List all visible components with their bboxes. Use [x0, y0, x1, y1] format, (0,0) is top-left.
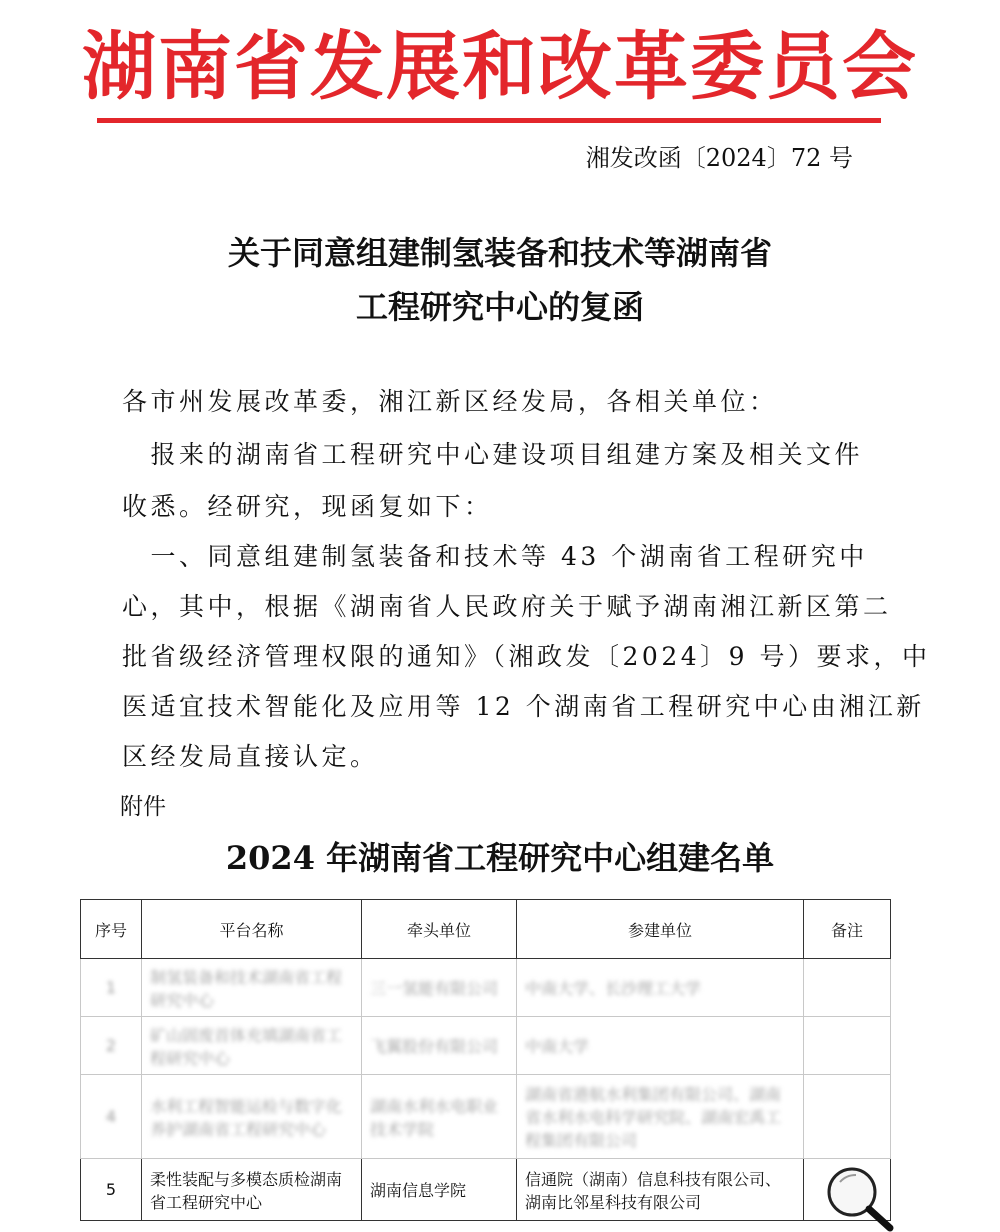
row-platform: 柔性装配与多模态质检湖南省工程研究中心: [142, 1159, 362, 1221]
header-platform: 平台名称: [142, 900, 362, 959]
document-number: 湘发改函〔2024〕72 号: [585, 144, 853, 172]
body-line: 区经发局直接认定。: [122, 742, 379, 771]
row-partners: 湖南省港航水利集团有限公司、湖南省水利水电科学研究院、湖南宏禹工程集团有限公司: [525, 1085, 782, 1150]
attachment-label: 附件: [120, 794, 166, 820]
table-row: [81, 1075, 891, 1159]
body-line: 医适宜技术智能化及应用等 12 个湖南省工程研究中心由湘江新: [122, 692, 925, 721]
row-lead: 湖南水利水电职业技术学院: [370, 1096, 499, 1139]
row-no: 5: [81, 1159, 142, 1221]
table-row: [81, 959, 891, 1017]
row-lead: 三一氢能有限公司: [370, 979, 499, 998]
body-line: 心，其中，根据《湖南省人民政府关于赋予湖南湘江新区第二: [122, 592, 892, 621]
table-header-row: [81, 900, 891, 959]
red-divider: [97, 118, 881, 123]
attachment-title: 2024 年湖南省工程研究中心组建名单: [225, 839, 775, 877]
header-note: 备注: [804, 900, 891, 959]
row-no: 1: [105, 978, 117, 997]
document-title-line2: 工程研究中心的复函: [355, 288, 644, 326]
row-lead: 湖南信息学院: [362, 1159, 517, 1221]
row-no: 2: [105, 1036, 117, 1055]
header-no: 序号: [81, 900, 142, 959]
row-platform: 水利工程智能运检与数字化养护湖南省工程研究中心: [150, 1096, 343, 1139]
document-title-line1: 关于同意组建制氢装备和技术等湖南省: [227, 234, 772, 272]
table-row: [81, 1159, 891, 1221]
body-line: 收悉。经研究，现函复如下：: [122, 492, 493, 521]
row-partners: 中南大学: [525, 1037, 590, 1056]
header-partners: 参建单位: [517, 900, 804, 959]
body-line: 各市州发展改革委，湘江新区经发局，各相关单位：: [122, 387, 778, 416]
row-platform: 制氢装备和技术湖南省工程研究中心: [150, 967, 343, 1010]
row-platform: 矿山固废首体充填湖南省工程研究中心: [150, 1025, 343, 1068]
row-partners: 信通院（湖南）信息科技有限公司、湖南比邻星科技有限公司: [517, 1159, 804, 1221]
magnifier-icon[interactable]: [820, 1162, 900, 1232]
row-no: 4: [105, 1107, 117, 1126]
row-lead: 飞翼股份有限公司: [370, 1037, 499, 1056]
roster-table: [80, 899, 891, 1221]
body-line: 批省级经济管理权限的通知》（湘政发〔2024〕9 号）要求，中: [122, 642, 931, 671]
body-line: 一、同意组建制氢装备和技术等 43 个湖南省工程研究中: [122, 542, 868, 571]
row-partners: 中南大学、长沙理工大学: [525, 979, 702, 998]
issuing-org: 湖南省发展和改革委员会: [82, 24, 918, 110]
header-lead: 牵头单位: [362, 900, 517, 959]
body-line: 报来的湖南省工程研究中心建设项目组建方案及相关文件: [122, 440, 864, 469]
table-row: [81, 1017, 891, 1075]
